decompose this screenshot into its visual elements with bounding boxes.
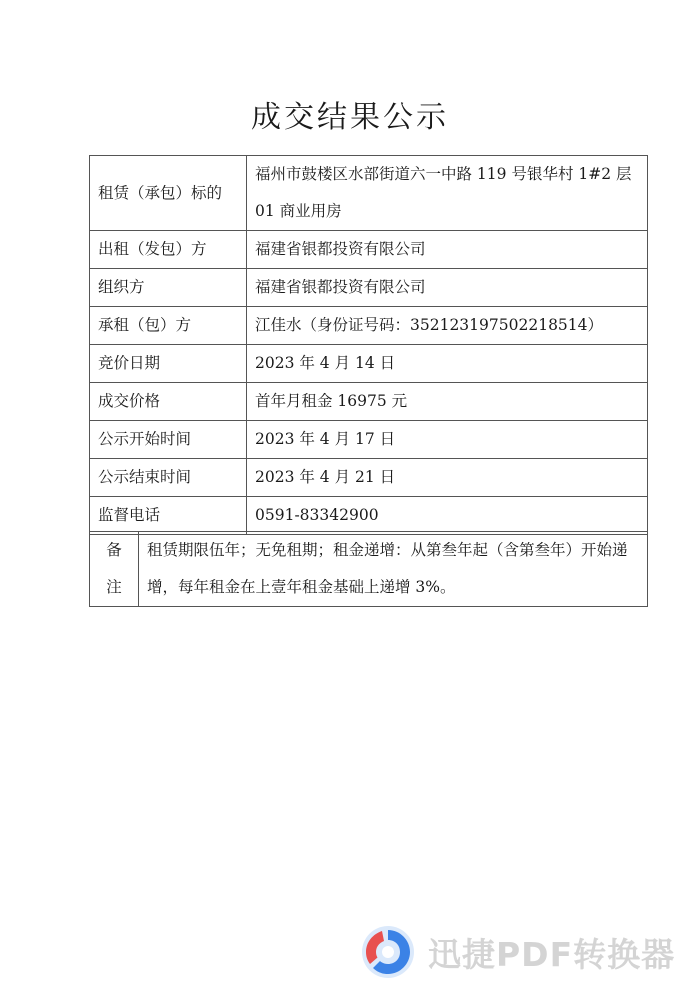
row-label-lessee: 承租（包）方 — [90, 307, 247, 345]
result-table — [89, 155, 648, 535]
table-row — [90, 156, 648, 231]
page-title: 成交结果公示 — [251, 100, 449, 135]
table-row — [90, 231, 648, 269]
row-value-lessee: 江佳水（身份证号码：352123197502218514） — [247, 307, 648, 345]
row-value-subject: 福州市鼓楼区水部街道六一中路 119 号银华村 1#2 层 01 商业用房 — [247, 156, 648, 231]
row-label-lessor: 出租（发包）方 — [90, 231, 247, 269]
row-value-lessor: 福建省银都投资有限公司 — [247, 231, 648, 269]
notes-label-line1: 备 — [106, 541, 122, 559]
table-row — [90, 459, 648, 497]
notes-table — [89, 531, 648, 607]
table-row — [90, 497, 648, 535]
row-label-subject: 租赁（承包）标的 — [90, 156, 247, 231]
row-value-bid-date: 2023 年 4 月 14 日 — [247, 345, 648, 383]
table-row — [90, 269, 648, 307]
table-row — [90, 383, 648, 421]
watermark-text: 迅捷PDF转换器 — [428, 934, 676, 974]
notes-label — [90, 532, 139, 607]
row-label-organizer: 组织方 — [90, 269, 247, 307]
table-row — [90, 345, 648, 383]
table-row — [90, 421, 648, 459]
row-label-notice-start: 公示开始时间 — [90, 421, 247, 459]
row-value-organizer: 福建省银都投资有限公司 — [247, 269, 648, 307]
row-value-notice-start: 2023 年 4 月 17 日 — [247, 421, 648, 459]
notes-label-line2: 注 — [106, 578, 122, 596]
row-label-notice-end: 公示结束时间 — [90, 459, 247, 497]
row-value-price: 首年月租金 16975 元 — [247, 383, 648, 421]
row-value-notice-end: 2023 年 4 月 21 日 — [247, 459, 648, 497]
notes-row — [90, 532, 648, 607]
row-label-price: 成交价格 — [90, 383, 247, 421]
table-row — [90, 307, 648, 345]
row-value-phone: 0591-83342900 — [247, 497, 648, 535]
watermark — [360, 922, 675, 982]
row-label-phone: 监督电话 — [90, 497, 247, 535]
notes-text: 租赁期限伍年；无免租期；租金递增：从第叁年起（含第叁年）开始递增，每年租金在上壹年租金基础上递增 3%。 — [139, 532, 648, 607]
pdf-converter-logo-icon — [360, 924, 416, 980]
row-label-bid-date: 竞价日期 — [90, 345, 247, 383]
